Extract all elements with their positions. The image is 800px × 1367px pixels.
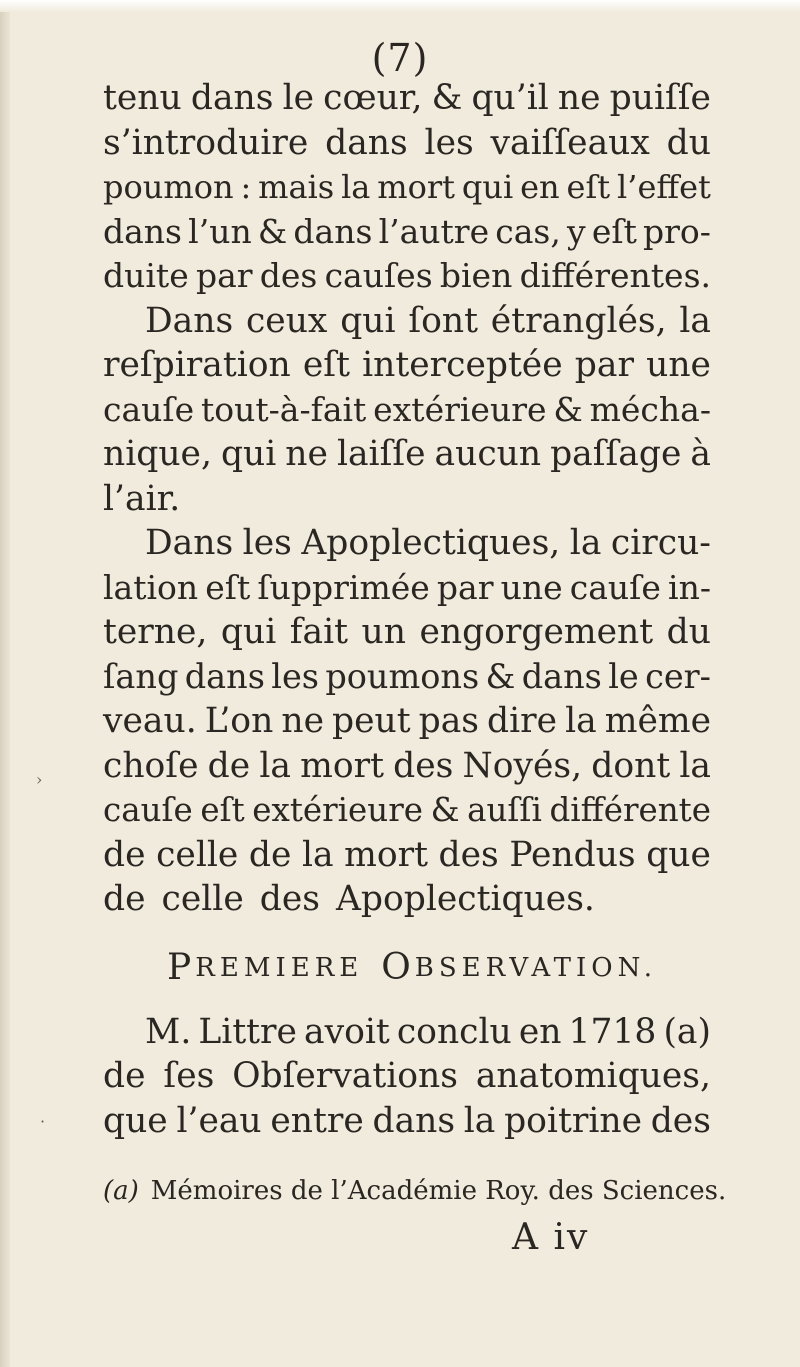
body-text: [103, 76, 711, 1143]
word: cauſes: [324, 256, 433, 295]
word: auſſi: [467, 791, 542, 829]
footnote: [103, 1174, 727, 1208]
word: ne: [557, 78, 601, 118]
word: la: [565, 701, 597, 741]
text-line: [103, 76, 711, 121]
word: extérieure: [373, 389, 547, 429]
word: en: [520, 168, 560, 206]
word: l’air.: [103, 478, 181, 519]
paragraph: [103, 1010, 711, 1144]
word: le: [282, 78, 315, 118]
word: 1718: [568, 1011, 657, 1052]
word: ne: [285, 434, 328, 474]
footnote-mark: (a): [103, 1176, 139, 1206]
word: avoit: [304, 1011, 390, 1052]
footnote-text: Mémoires de l’Académie Roy. des Sciences.: [150, 1176, 727, 1206]
text-line: [103, 1054, 711, 1099]
paragraph: [103, 521, 711, 922]
word: que: [646, 834, 711, 875]
heading-initial-1: P: [167, 946, 196, 988]
word: la: [341, 168, 371, 206]
word: cauſe: [569, 567, 661, 607]
word: peut: [332, 701, 411, 741]
word: cas,: [495, 211, 561, 251]
text-line: [103, 566, 711, 611]
word: interceptée: [362, 345, 563, 385]
word: l’autre: [378, 211, 490, 251]
text-line: [103, 254, 711, 299]
word: s’introduire: [103, 122, 309, 163]
word: entre: [270, 1100, 364, 1141]
text-line: [103, 744, 711, 789]
text-line: [103, 521, 711, 566]
word: dans: [190, 78, 274, 118]
word: eſt: [566, 168, 611, 206]
text-line: [103, 788, 711, 833]
text-line: [103, 833, 711, 878]
word: ſont: [408, 300, 478, 341]
word: tenu: [103, 78, 182, 118]
margin-speck: ·: [40, 1112, 46, 1131]
word: qui: [461, 168, 514, 206]
word: puiſſe: [609, 78, 711, 118]
word: dans: [372, 1100, 456, 1141]
word: l’eau: [176, 1100, 262, 1141]
text-line: [103, 877, 711, 922]
text-line: [103, 655, 711, 700]
word: la: [679, 745, 711, 786]
word: une: [500, 567, 563, 607]
word: (a): [663, 1011, 711, 1052]
word: l’un: [188, 211, 252, 251]
paragraphs-before-heading: [103, 76, 711, 922]
word: la: [679, 300, 711, 341]
word: Apoplectiques.: [335, 879, 595, 919]
word: dans: [184, 656, 265, 696]
word: du: [666, 612, 711, 652]
word: M.: [145, 1011, 192, 1052]
word: de: [103, 1056, 146, 1096]
word: étranglés,: [490, 300, 667, 341]
word: vaiſſeaux: [490, 122, 650, 163]
text-line: [103, 699, 711, 744]
word: des: [393, 745, 454, 786]
word: cer-: [645, 656, 711, 696]
word: fait: [289, 612, 348, 652]
word: la: [301, 834, 334, 875]
word: Pendus: [509, 834, 636, 875]
word: de: [248, 834, 292, 875]
word: dans: [325, 122, 408, 163]
word: choſe: [103, 745, 199, 786]
text-line: [103, 388, 711, 433]
word: par: [195, 256, 253, 295]
word: Dans: [145, 523, 234, 563]
text-line: [103, 477, 711, 522]
word: terne,: [103, 612, 208, 652]
word: dans: [103, 211, 182, 251]
word: &: [431, 78, 463, 118]
word: eſt: [591, 211, 637, 251]
word: y: [567, 211, 586, 251]
word: cauſe: [103, 791, 193, 829]
text-line: [103, 165, 711, 210]
word: anatomiques,: [475, 1056, 711, 1096]
word: tout-à-fait: [201, 389, 367, 429]
word: la: [569, 523, 602, 563]
word: cauſe: [103, 389, 195, 429]
text-line: [103, 1099, 711, 1144]
word: lation: [103, 567, 199, 607]
text-line: [103, 343, 711, 388]
word: Dans: [145, 300, 234, 341]
word: duite: [103, 256, 189, 295]
word: poumon: [103, 168, 234, 206]
word: mécha-: [589, 389, 711, 429]
text-line: [103, 610, 711, 655]
page-number: (7): [371, 36, 429, 80]
word: mais: [258, 168, 335, 206]
word: poitrine: [504, 1100, 642, 1141]
text-line: [103, 210, 711, 255]
word: par: [574, 345, 634, 385]
word: des: [259, 256, 318, 295]
paragraphs-after-heading: [103, 1010, 711, 1144]
signature-mark: A iv: [512, 1217, 590, 1258]
word: que: [103, 1100, 168, 1141]
word: la: [259, 745, 291, 786]
paragraph: [103, 299, 711, 522]
section-heading: [103, 932, 711, 1004]
word: les: [242, 523, 292, 563]
word: à: [690, 434, 711, 474]
word: Apoplectiques,: [301, 523, 561, 563]
word: eſt: [200, 791, 245, 829]
word: mort: [377, 168, 456, 206]
paragraph: [103, 76, 711, 299]
word: conclu: [396, 1011, 512, 1052]
word: le: [608, 656, 639, 696]
word: poumons: [325, 656, 480, 696]
word: dont: [591, 745, 671, 786]
word: de: [207, 745, 251, 786]
binding-edge: [0, 0, 10, 1367]
word: dans: [293, 211, 373, 251]
word: du: [666, 122, 711, 163]
text-line: [103, 121, 711, 166]
word: L’on: [204, 701, 274, 741]
word: de: [103, 879, 146, 919]
page-top-edge: [0, 0, 800, 12]
word: mort: [300, 745, 384, 786]
word: &: [485, 656, 516, 696]
word: :: [240, 168, 252, 206]
word: dire: [487, 701, 558, 741]
word: celle: [156, 834, 239, 875]
word: même: [604, 701, 711, 741]
word: en: [518, 1011, 562, 1052]
text-line: [103, 1010, 711, 1055]
word: différente: [549, 791, 711, 829]
word: pro-: [643, 211, 711, 251]
word: eſt: [302, 345, 350, 385]
word: Littre: [198, 1011, 297, 1052]
word: &: [553, 389, 583, 429]
word: eſt: [205, 567, 251, 607]
word: nique,: [103, 434, 212, 474]
word: dans: [521, 656, 602, 696]
word: des: [650, 1100, 711, 1141]
word: ſang: [103, 656, 179, 696]
word: circu-: [610, 523, 711, 563]
word: une: [646, 345, 711, 385]
word: celle: [161, 879, 244, 919]
word: qui: [220, 612, 277, 652]
margin-speck: ›: [36, 770, 43, 789]
word: des: [259, 879, 320, 919]
heading-rest-2: BSERVATION.: [414, 952, 657, 983]
word: aucun: [434, 434, 542, 474]
word: veau.: [103, 701, 197, 741]
text-line: [103, 299, 711, 344]
word: ſes: [163, 1056, 215, 1096]
word: reſpiration: [103, 345, 291, 385]
heading-initial-2: O: [381, 946, 415, 988]
word: la: [463, 1100, 496, 1141]
word: par: [436, 567, 494, 607]
word: &: [430, 791, 460, 829]
word: &: [257, 211, 288, 251]
word: les: [424, 122, 474, 163]
word: Obſervations: [232, 1056, 458, 1096]
word: Noyés,: [462, 745, 583, 786]
word: pas: [418, 701, 479, 741]
word: paſſage: [550, 434, 682, 474]
heading-rest-1: REMIERE: [195, 952, 364, 983]
word: un: [361, 612, 406, 652]
word: laiſſe: [336, 434, 426, 474]
word: l’effet: [617, 168, 711, 206]
word: qu’il: [471, 78, 549, 118]
word: bien: [439, 256, 513, 295]
text-line: [103, 432, 711, 477]
word: des: [438, 834, 499, 875]
word: mort: [344, 834, 428, 875]
word: in-: [668, 567, 711, 607]
word: ſupprimée: [257, 567, 430, 607]
word: les: [271, 656, 319, 696]
word: différentes.: [519, 256, 711, 295]
word: ceux: [245, 300, 328, 341]
word: qui: [220, 434, 277, 474]
word: qui: [340, 300, 396, 341]
word: engorgement: [419, 612, 654, 652]
word: ne: [281, 701, 324, 741]
word: de: [103, 834, 146, 875]
word: extérieure: [252, 791, 423, 829]
word: cœur,: [323, 78, 423, 118]
